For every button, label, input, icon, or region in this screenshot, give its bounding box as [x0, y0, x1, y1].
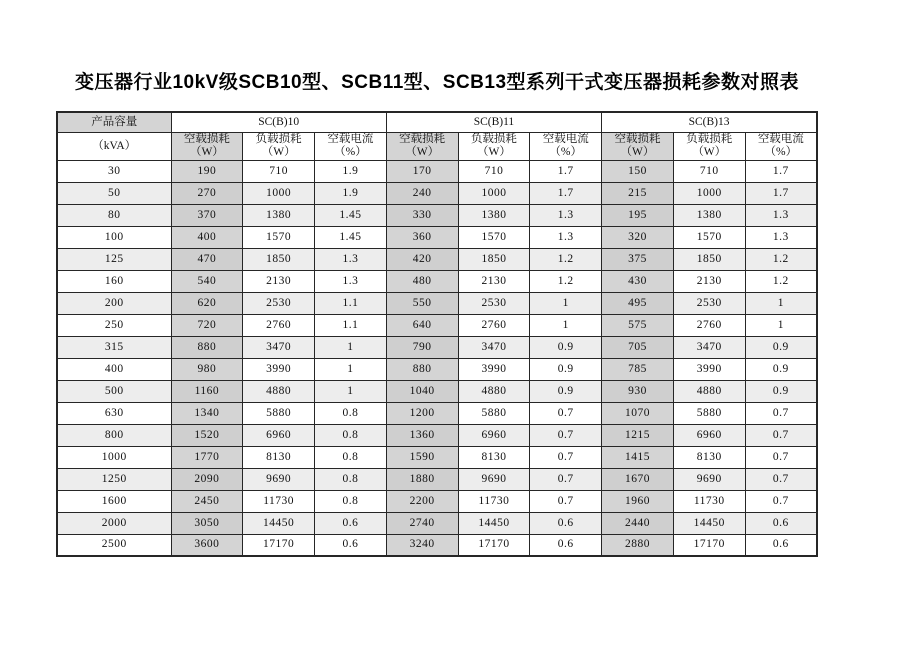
capacity-cell: 800: [57, 424, 171, 446]
load-loss-cell: 17170: [243, 534, 315, 556]
no-load-loss-cell: 3050: [171, 512, 243, 534]
no-load-loss-cell: 620: [171, 292, 243, 314]
load-loss-cell: 5880: [243, 402, 315, 424]
table-row: [57, 270, 817, 292]
load-loss-cell: 11730: [673, 490, 745, 512]
load-loss-cell: 3470: [243, 336, 315, 358]
page-title: 变压器行业10kV级SCB10型、SCB11型、SCB13型系列干式变压器损耗参数对照表: [74, 72, 800, 93]
load-loss-cell: 2760: [243, 314, 315, 336]
no-load-loss-cell: 550: [386, 292, 458, 314]
subheader-no-load-loss-scb13: 空载损耗（W）: [602, 132, 674, 160]
no-load-current-cell: 1.3: [745, 204, 817, 226]
no-load-loss-cell: 360: [386, 226, 458, 248]
no-load-current-cell: 1.1: [315, 314, 387, 336]
subheader-load-loss-scb11: 负载损耗（W）: [458, 132, 530, 160]
load-loss-cell: 1850: [243, 248, 315, 270]
load-loss-cell: 1380: [458, 204, 530, 226]
capacity-unit-cell: （kVA）: [57, 132, 171, 160]
no-load-current-cell: 1.3: [315, 270, 387, 292]
load-loss-cell: 2130: [458, 270, 530, 292]
load-loss-cell: 8130: [243, 446, 315, 468]
no-load-loss-cell: 575: [602, 314, 674, 336]
no-load-loss-cell: 1670: [602, 468, 674, 490]
load-loss-cell: 1000: [673, 182, 745, 204]
no-load-current-cell: 1.2: [530, 248, 602, 270]
load-loss-cell: 3470: [673, 336, 745, 358]
loss-parameter-table: [56, 111, 818, 557]
load-loss-cell: 1850: [673, 248, 745, 270]
load-loss-cell: 1570: [243, 226, 315, 248]
no-load-loss-cell: 330: [386, 204, 458, 226]
no-load-loss-cell: 880: [386, 358, 458, 380]
no-load-loss-cell: 3240: [386, 534, 458, 556]
no-load-loss-cell: 1590: [386, 446, 458, 468]
load-loss-cell: 710: [243, 160, 315, 182]
load-loss-cell: 4880: [458, 380, 530, 402]
load-loss-cell: 1850: [458, 248, 530, 270]
load-loss-cell: 5880: [673, 402, 745, 424]
no-load-loss-cell: 320: [602, 226, 674, 248]
no-load-loss-cell: 2200: [386, 490, 458, 512]
no-load-loss-cell: 240: [386, 182, 458, 204]
load-loss-cell: 2530: [673, 292, 745, 314]
no-load-current-cell: 1: [530, 314, 602, 336]
load-loss-cell: 2130: [243, 270, 315, 292]
load-loss-cell: 710: [458, 160, 530, 182]
no-load-loss-cell: 1215: [602, 424, 674, 446]
load-loss-cell: 2530: [243, 292, 315, 314]
no-load-loss-cell: 1160: [171, 380, 243, 402]
capacity-cell: 100: [57, 226, 171, 248]
load-loss-cell: 1380: [243, 204, 315, 226]
no-load-loss-cell: 150: [602, 160, 674, 182]
no-load-loss-cell: 640: [386, 314, 458, 336]
no-load-current-cell: 0.7: [530, 468, 602, 490]
load-loss-cell: 3990: [458, 358, 530, 380]
load-loss-cell: 2130: [673, 270, 745, 292]
no-load-loss-cell: 790: [386, 336, 458, 358]
no-load-current-cell: 0.7: [530, 446, 602, 468]
no-load-loss-cell: 980: [171, 358, 243, 380]
load-loss-cell: 4880: [243, 380, 315, 402]
load-loss-cell: 1380: [673, 204, 745, 226]
no-load-current-cell: 1.9: [315, 160, 387, 182]
load-loss-cell: 5880: [458, 402, 530, 424]
no-load-current-cell: 0.6: [745, 534, 817, 556]
no-load-loss-cell: 1960: [602, 490, 674, 512]
no-load-loss-cell: 270: [171, 182, 243, 204]
no-load-current-cell: 0.7: [745, 446, 817, 468]
no-load-current-cell: 1.2: [530, 270, 602, 292]
load-loss-cell: 11730: [458, 490, 530, 512]
load-loss-cell: 1570: [458, 226, 530, 248]
no-load-loss-cell: 370: [171, 204, 243, 226]
table-row: [57, 160, 817, 182]
no-load-current-cell: 1: [530, 292, 602, 314]
no-load-loss-cell: 930: [602, 380, 674, 402]
no-load-current-cell: 0.6: [745, 512, 817, 534]
subheader-load-loss-scb13: 负载损耗（W）: [673, 132, 745, 160]
no-load-current-cell: 0.8: [315, 446, 387, 468]
load-loss-cell: 2760: [458, 314, 530, 336]
no-load-loss-cell: 1880: [386, 468, 458, 490]
no-load-current-cell: 0.9: [530, 336, 602, 358]
no-load-loss-cell: 2440: [602, 512, 674, 534]
no-load-loss-cell: 2450: [171, 490, 243, 512]
load-loss-cell: 3990: [243, 358, 315, 380]
load-loss-cell: 710: [673, 160, 745, 182]
no-load-current-cell: 0.7: [530, 424, 602, 446]
capacity-cell: 400: [57, 358, 171, 380]
no-load-current-cell: 0.9: [530, 380, 602, 402]
load-loss-cell: 3470: [458, 336, 530, 358]
load-loss-cell: 9690: [243, 468, 315, 490]
no-load-current-cell: 1.45: [315, 226, 387, 248]
subheader-no-load-loss-scb11: 空载损耗（W）: [386, 132, 458, 160]
load-loss-cell: 1000: [458, 182, 530, 204]
subheader-no-load-current-scb11: 空载电流（%）: [530, 132, 602, 160]
no-load-current-cell: 0.7: [745, 490, 817, 512]
capacity-cell: 30: [57, 160, 171, 182]
load-loss-cell: 6960: [458, 424, 530, 446]
no-load-loss-cell: 540: [171, 270, 243, 292]
load-loss-cell: 11730: [243, 490, 315, 512]
no-load-loss-cell: 375: [602, 248, 674, 270]
table-row: [57, 402, 817, 424]
group-header-row: [57, 112, 817, 132]
no-load-loss-cell: 1520: [171, 424, 243, 446]
no-load-loss-cell: 1040: [386, 380, 458, 402]
load-loss-cell: 1000: [243, 182, 315, 204]
table-row: [57, 424, 817, 446]
no-load-loss-cell: 215: [602, 182, 674, 204]
no-load-current-cell: 1.2: [745, 270, 817, 292]
no-load-current-cell: 1: [745, 314, 817, 336]
no-load-loss-cell: 430: [602, 270, 674, 292]
no-load-current-cell: 1.1: [315, 292, 387, 314]
no-load-current-cell: 0.6: [315, 534, 387, 556]
no-load-loss-cell: 195: [602, 204, 674, 226]
group-header-scb10: SC(B)10: [171, 112, 386, 132]
capacity-cell: 50: [57, 182, 171, 204]
no-load-loss-cell: 705: [602, 336, 674, 358]
no-load-loss-cell: 785: [602, 358, 674, 380]
capacity-cell: 630: [57, 402, 171, 424]
capacity-cell: 1250: [57, 468, 171, 490]
capacity-cell: 1600: [57, 490, 171, 512]
no-load-loss-cell: 190: [171, 160, 243, 182]
load-loss-cell: 17170: [673, 534, 745, 556]
subheader-no-load-current-scb10: 空载电流（%）: [315, 132, 387, 160]
sub-header-row: [57, 132, 817, 160]
no-load-current-cell: 1: [315, 336, 387, 358]
capacity-cell: 200: [57, 292, 171, 314]
table-row: [57, 248, 817, 270]
table-row: [57, 204, 817, 226]
no-load-current-cell: 1: [745, 292, 817, 314]
no-load-loss-cell: 400: [171, 226, 243, 248]
no-load-current-cell: 0.7: [530, 402, 602, 424]
no-load-current-cell: 0.8: [315, 490, 387, 512]
no-load-current-cell: 1.2: [745, 248, 817, 270]
load-loss-cell: 9690: [673, 468, 745, 490]
no-load-current-cell: 0.9: [745, 358, 817, 380]
table-row: [57, 512, 817, 534]
capacity-cell: 315: [57, 336, 171, 358]
subheader-load-loss-scb10: 负载损耗（W）: [243, 132, 315, 160]
capacity-cell: 250: [57, 314, 171, 336]
no-load-current-cell: 1.3: [530, 226, 602, 248]
no-load-loss-cell: 1200: [386, 402, 458, 424]
no-load-current-cell: 0.7: [745, 424, 817, 446]
load-loss-cell: 14450: [243, 512, 315, 534]
capacity-cell: 2000: [57, 512, 171, 534]
table-row: [57, 314, 817, 336]
load-loss-cell: 4880: [673, 380, 745, 402]
group-header-scb13: SC(B)13: [602, 112, 817, 132]
no-load-current-cell: 1.7: [530, 160, 602, 182]
no-load-current-cell: 1.7: [530, 182, 602, 204]
table-row: [57, 380, 817, 402]
no-load-current-cell: 1.9: [315, 182, 387, 204]
no-load-loss-cell: 495: [602, 292, 674, 314]
load-loss-cell: 6960: [243, 424, 315, 446]
load-loss-cell: 6960: [673, 424, 745, 446]
no-load-loss-cell: 2880: [602, 534, 674, 556]
table-row: [57, 226, 817, 248]
no-load-current-cell: 1.3: [530, 204, 602, 226]
no-load-current-cell: 0.9: [745, 336, 817, 358]
no-load-current-cell: 0.6: [530, 512, 602, 534]
subheader-no-load-loss-scb10: 空载损耗（W）: [171, 132, 243, 160]
no-load-loss-cell: 1070: [602, 402, 674, 424]
table-body: [57, 160, 817, 556]
no-load-current-cell: 0.6: [530, 534, 602, 556]
no-load-current-cell: 1.3: [745, 226, 817, 248]
no-load-current-cell: 0.8: [315, 424, 387, 446]
no-load-loss-cell: 2090: [171, 468, 243, 490]
table-row: [57, 490, 817, 512]
table-row: [57, 358, 817, 380]
capacity-cell: 500: [57, 380, 171, 402]
no-load-loss-cell: 1770: [171, 446, 243, 468]
load-loss-cell: 17170: [458, 534, 530, 556]
capacity-cell: 80: [57, 204, 171, 226]
no-load-current-cell: 0.8: [315, 402, 387, 424]
load-loss-cell: 9690: [458, 468, 530, 490]
no-load-loss-cell: 170: [386, 160, 458, 182]
table-row: [57, 534, 817, 556]
load-loss-cell: 3990: [673, 358, 745, 380]
no-load-loss-cell: 880: [171, 336, 243, 358]
load-loss-cell: 1570: [673, 226, 745, 248]
capacity-cell: 160: [57, 270, 171, 292]
load-loss-cell: 2530: [458, 292, 530, 314]
capacity-cell: 1000: [57, 446, 171, 468]
no-load-current-cell: 1.7: [745, 160, 817, 182]
capacity-header-cell: 产品容量: [57, 112, 171, 132]
no-load-loss-cell: 420: [386, 248, 458, 270]
no-load-loss-cell: 470: [171, 248, 243, 270]
no-load-current-cell: 1: [315, 380, 387, 402]
no-load-loss-cell: 1360: [386, 424, 458, 446]
no-load-current-cell: 0.9: [530, 358, 602, 380]
table-row: [57, 182, 817, 204]
no-load-current-cell: 1.45: [315, 204, 387, 226]
capacity-cell: 125: [57, 248, 171, 270]
no-load-loss-cell: 2740: [386, 512, 458, 534]
load-loss-cell: 14450: [673, 512, 745, 534]
no-load-current-cell: 0.8: [315, 468, 387, 490]
no-load-current-cell: 0.7: [745, 402, 817, 424]
load-loss-cell: 8130: [458, 446, 530, 468]
group-header-scb11: SC(B)11: [386, 112, 601, 132]
no-load-current-cell: 1: [315, 358, 387, 380]
load-loss-cell: 8130: [673, 446, 745, 468]
table-row: [57, 468, 817, 490]
no-load-current-cell: 0.6: [315, 512, 387, 534]
load-loss-cell: 14450: [458, 512, 530, 534]
table-row: [57, 446, 817, 468]
no-load-loss-cell: 1415: [602, 446, 674, 468]
no-load-loss-cell: 720: [171, 314, 243, 336]
no-load-current-cell: 0.9: [745, 380, 817, 402]
no-load-current-cell: 0.7: [745, 468, 817, 490]
capacity-cell: 2500: [57, 534, 171, 556]
table-row: [57, 292, 817, 314]
load-loss-cell: 2760: [673, 314, 745, 336]
table-row: [57, 336, 817, 358]
no-load-current-cell: 1.3: [315, 248, 387, 270]
no-load-current-cell: 1.7: [745, 182, 817, 204]
no-load-current-cell: 0.7: [530, 490, 602, 512]
no-load-loss-cell: 480: [386, 270, 458, 292]
subheader-no-load-current-scb13: 空载电流（%）: [745, 132, 817, 160]
no-load-loss-cell: 1340: [171, 402, 243, 424]
no-load-loss-cell: 3600: [171, 534, 243, 556]
